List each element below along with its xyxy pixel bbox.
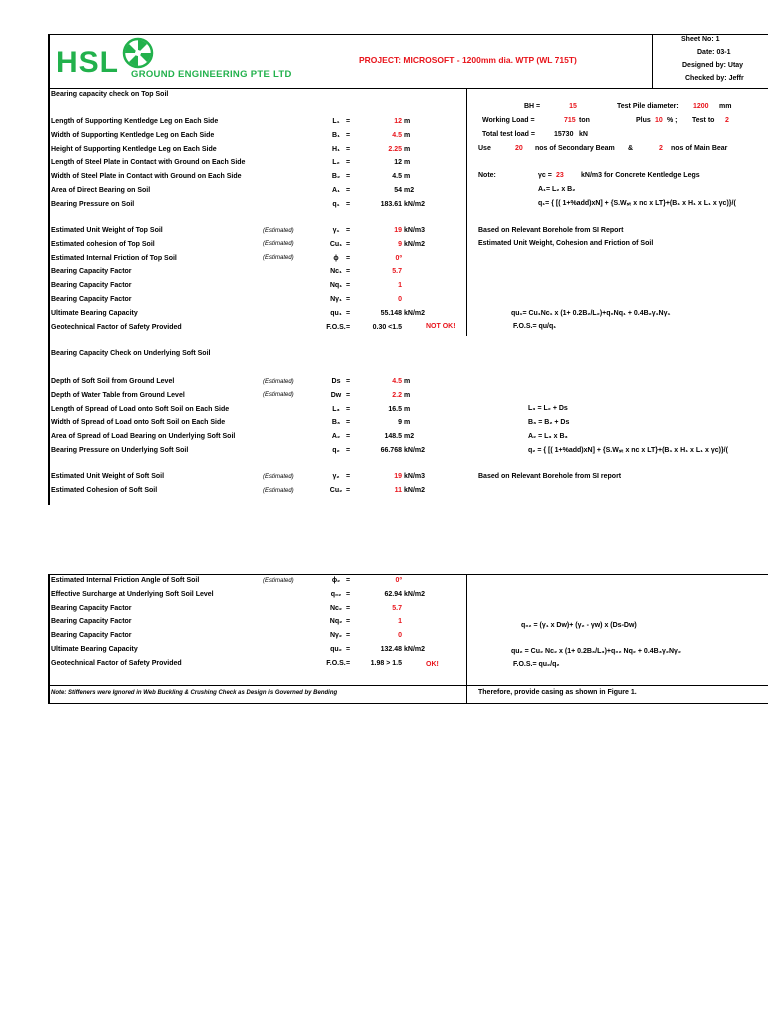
gamma-c-label: γc = bbox=[538, 172, 552, 179]
row-unit: kN/m2 bbox=[404, 447, 426, 454]
qu1-formula: qu₁= Cu₁Nc₁ x (1+ 0.2B₂/L₂)+q₀Nq₁ + 0.4B₂γ₁Nγ₁ bbox=[511, 310, 671, 317]
row-estimated-tag: (Estimated) bbox=[263, 473, 294, 480]
row-label: Depth of Water Table from Ground Level bbox=[51, 391, 185, 399]
underlying-title: Bearing Capacity Check on Underlying Soft Soil bbox=[51, 350, 211, 357]
row-equals: = bbox=[346, 227, 351, 234]
row-symbol: F.O.S. bbox=[326, 659, 346, 667]
row-value: 132.48 bbox=[380, 646, 402, 653]
row-equals: = bbox=[346, 159, 351, 167]
pile-dia-unit: mm bbox=[719, 103, 732, 110]
row-value: 62.94 bbox=[384, 590, 402, 598]
estimated-unit-top: Estimated Unit Weight, Cohesion and Friction of Soil bbox=[478, 240, 654, 247]
row-symbol: q₁ bbox=[332, 200, 340, 208]
row-label: Effective Surcharge at Underlying Soft Soil Level bbox=[51, 590, 214, 598]
row-symbol: qu₁ bbox=[330, 309, 342, 317]
row-label: Width of Steel Plate in Contact with Ground on Each Side bbox=[51, 173, 242, 181]
based-on-top: Based on Relevant Borehole from SI Report bbox=[478, 227, 624, 234]
row-unit: m2 bbox=[404, 187, 415, 194]
row-label: Bearing Capacity Factor bbox=[51, 282, 132, 290]
row-label: Estimated cohesion of Top Soil bbox=[51, 240, 155, 248]
row-label: Bearing Capacity Factor bbox=[51, 632, 132, 640]
row-label: Estimated Unit Weight of Soft Soil bbox=[51, 473, 165, 480]
test-to-value: 2 bbox=[725, 117, 729, 124]
header-bottom-border bbox=[48, 88, 768, 89]
left-border-top bbox=[48, 34, 50, 505]
row-value: 148.5 bbox=[384, 433, 402, 441]
row-unit: kN/m3 bbox=[404, 227, 426, 234]
row-unit: m bbox=[404, 159, 411, 167]
row-value: 1 bbox=[398, 618, 402, 626]
amp: & bbox=[628, 145, 634, 152]
row-value: 12 bbox=[394, 159, 402, 167]
row-label: Ultimate Bearing Capacity bbox=[51, 309, 138, 317]
row-equals: = bbox=[346, 391, 351, 399]
row-label: Geotechnical Factor of Safety Provided bbox=[51, 323, 182, 331]
row-label: Depth of Soft Soil from Ground Level bbox=[51, 378, 175, 385]
total-load-value: 15730 bbox=[554, 131, 574, 138]
row-label: Length of Supporting Kentledge Leg on Each Side bbox=[51, 118, 219, 125]
row-value: 19 bbox=[394, 227, 402, 234]
row-value: 54 bbox=[394, 187, 402, 194]
row-value: 11 bbox=[394, 487, 402, 495]
plus-label: Plus bbox=[636, 117, 651, 124]
working-load-label: Working Load = bbox=[482, 117, 535, 124]
row-label: Height of Supporting Kentledge Leg on Each Side bbox=[51, 145, 217, 153]
fos2-formula: F.O.S.= qu₂/q₂ bbox=[513, 661, 560, 668]
row-label: Estimated Cohesion of Soft Soil bbox=[51, 487, 158, 495]
row-unit: kN/m2 bbox=[404, 309, 426, 317]
row-equals: = bbox=[346, 187, 351, 194]
row-unit: kN/m2 bbox=[404, 646, 426, 653]
row-equals: = bbox=[346, 118, 351, 125]
row-value: 183.61 bbox=[380, 200, 402, 208]
row-value: 5.7 bbox=[392, 268, 402, 276]
row-symbol: B₂ bbox=[331, 173, 341, 181]
row-value: 16.5 bbox=[388, 405, 402, 413]
row-equals: = bbox=[346, 577, 351, 584]
row-equals: = bbox=[346, 473, 351, 480]
bottom-border bbox=[48, 703, 768, 704]
row-equals: = bbox=[346, 282, 351, 290]
row-label: Bearing Capacity Factor bbox=[51, 296, 132, 303]
row-label: Estimated Internal Friction Angle of Soft Soil bbox=[51, 577, 200, 584]
q2-formula: q₂ = { [( 1+%add)xN] + {S.Wₛₜ x nc x LT}+(B₁ x H₁ x L₁ x γc)}/( bbox=[528, 447, 728, 454]
row-equals: = bbox=[346, 173, 351, 181]
q1-formula: q₁= { [( 1+%add)xN] + {S.Wₛₜ x nc x LT}+(B₁ x H₁ x L₁ x γc)}/( bbox=[538, 200, 736, 207]
checked-by: Checked by: Jeffr bbox=[685, 75, 744, 82]
row-equals: = bbox=[346, 590, 351, 598]
test-to-label: Test to bbox=[692, 117, 715, 124]
row-label: Bearing Capacity Factor bbox=[51, 618, 132, 626]
row-unit: m bbox=[404, 405, 411, 413]
row-symbol: Ds bbox=[331, 378, 341, 385]
row-value: 1 bbox=[398, 282, 402, 290]
use-value: 20 bbox=[515, 145, 523, 152]
row-equals: = bbox=[346, 309, 351, 317]
row-symbol: L₃ bbox=[332, 405, 340, 413]
row-value: 9 bbox=[398, 240, 402, 248]
center-divider-top bbox=[466, 88, 467, 336]
plus-unit: % ; bbox=[667, 117, 678, 124]
row-equals: = bbox=[346, 268, 351, 276]
row-value: 5.7 bbox=[392, 604, 402, 612]
row-symbol: γ₂ bbox=[332, 473, 340, 480]
row-equals: = bbox=[346, 405, 351, 413]
row-equals: = bbox=[346, 433, 351, 441]
row-symbol: L₁ bbox=[332, 118, 340, 125]
row-unit: m bbox=[404, 391, 411, 399]
row-equals: = bbox=[346, 200, 351, 208]
logo-subtitle: GROUND ENGINEERING PTE LTD bbox=[131, 69, 292, 80]
fos1-formula: F.O.S.= qu/q₁ bbox=[513, 323, 557, 330]
bh-label: BH = bbox=[524, 103, 541, 110]
row-value: 0.30 <1.5 bbox=[372, 323, 402, 331]
row-equals: = bbox=[346, 131, 351, 139]
row-symbol: Nc₂ bbox=[329, 604, 343, 612]
row-label: Area of Spread of Load Bearing on Underlying Soft Soil bbox=[51, 433, 236, 441]
row-value: 0 bbox=[398, 632, 402, 640]
use-label: Use bbox=[478, 145, 491, 152]
row-symbol: Dw bbox=[330, 391, 342, 399]
top-border-lower bbox=[48, 574, 768, 575]
working-load-value: 715 bbox=[564, 117, 576, 124]
row-symbol: B₁ bbox=[332, 131, 340, 139]
row-value: 4.5 bbox=[392, 378, 402, 385]
row-symbol: ϕ bbox=[333, 254, 339, 262]
row-label: Bearing Pressure on Soil bbox=[51, 200, 135, 208]
row-estimated-tag: (Estimated) bbox=[263, 227, 294, 234]
b3-formula: B₃ = B₂ + Ds bbox=[528, 419, 570, 426]
row-symbol: Cu₁ bbox=[329, 240, 343, 248]
row-symbol: q₀₂ bbox=[330, 590, 342, 598]
row-symbol: q₂ bbox=[332, 447, 340, 454]
top-soil-title: Bearing capacity check on Top Soil bbox=[51, 91, 169, 98]
row-equals: = bbox=[346, 646, 351, 653]
row-symbol: Nγ₂ bbox=[329, 632, 343, 640]
row-symbol: Cu₂ bbox=[329, 487, 343, 495]
row-equals: = bbox=[346, 618, 351, 626]
row-value: 0º bbox=[395, 254, 402, 262]
row-value: 4.5 bbox=[392, 173, 402, 181]
therefore-text: Therefore, provide casing as shown in Figure 1. bbox=[478, 689, 637, 696]
row-symbol: F.O.S. bbox=[326, 323, 346, 331]
row-unit: m bbox=[404, 173, 411, 181]
based-on-underlying: Based on Relevant Borehole from SI report bbox=[478, 473, 622, 480]
row-label: Area of Direct Bearing on Soil bbox=[51, 187, 151, 194]
top-border bbox=[48, 34, 768, 35]
row-estimated-tag: (Estimated) bbox=[263, 241, 294, 248]
row-equals: = bbox=[346, 604, 351, 612]
project-title: PROJECT: MICROSOFT - 1200mm dia. WTP (WL 715T) bbox=[359, 55, 577, 65]
a1-formula: A₁= L₂ x B₂ bbox=[538, 186, 576, 193]
row-unit: kN/m2 bbox=[404, 200, 426, 208]
row-value: 12 bbox=[394, 118, 402, 125]
qu2-formula: qu₂ = Cu₂ Nc₂ x (1+ 0.2B₃/L₃)+q₀₂ Nq₂ + 0.4B₃γ₂Nγ₂ bbox=[511, 648, 682, 655]
row-label: Estimated Unit Weight of Top Soil bbox=[51, 227, 163, 234]
row-value: 2.2 bbox=[392, 391, 402, 399]
q02-formula: q₀₂ = (γ₁ x Dw)+ (γ₂ - γw) x (Ds-Dw) bbox=[521, 622, 637, 629]
fos-status-top: NOT OK! bbox=[426, 323, 456, 330]
fos-status-lower: OK! bbox=[426, 661, 439, 668]
row-symbol: Nq₂ bbox=[329, 618, 343, 626]
gamma-c-value: 23 bbox=[556, 172, 564, 179]
total-load-unit: kN bbox=[579, 131, 588, 138]
row-label: Bearing Capacity Factor bbox=[51, 268, 132, 276]
row-estimated-tag: (Estimated) bbox=[263, 392, 294, 399]
row-equals: = bbox=[346, 323, 351, 331]
main-beam-value: 2 bbox=[659, 145, 663, 152]
row-unit: m bbox=[404, 145, 411, 153]
row-equals: = bbox=[346, 378, 351, 385]
row-equals: = bbox=[346, 487, 351, 495]
row-estimated-tag: (Estimated) bbox=[263, 378, 294, 385]
row-symbol: Nc₁ bbox=[330, 268, 342, 276]
row-equals: = bbox=[346, 240, 351, 248]
row-label: Geotechnical Factor of Safety Provided bbox=[51, 659, 182, 667]
row-label: Ultimate Bearing Capacity bbox=[51, 646, 138, 653]
row-symbol: H₁ bbox=[332, 145, 340, 153]
plus-value: 10 bbox=[655, 117, 663, 124]
l3-formula: L₃ = L₂ + Ds bbox=[528, 405, 568, 412]
working-load-unit: ton bbox=[579, 117, 590, 124]
date: Date: 03-1 bbox=[697, 49, 731, 56]
row-equals: = bbox=[346, 145, 351, 153]
row-unit: m bbox=[404, 419, 411, 427]
row-equals: = bbox=[346, 447, 351, 454]
gamma-c-text: kN/m3 for Concrete Kentledge Legs bbox=[581, 172, 700, 179]
note-divider bbox=[48, 685, 768, 686]
row-equals: = bbox=[346, 419, 351, 427]
row-value: 1.98 > 1.5 bbox=[370, 659, 402, 667]
row-unit: m2 bbox=[404, 433, 415, 441]
row-equals: = bbox=[346, 254, 351, 262]
row-value: 0 bbox=[398, 296, 402, 303]
row-value: 55.148 bbox=[380, 309, 402, 317]
row-symbol: A₁ bbox=[332, 187, 340, 194]
row-label: Bearing Capacity Factor bbox=[51, 604, 132, 612]
logo-text: HSL bbox=[56, 46, 119, 79]
sheet-no: Sheet No: 1 bbox=[681, 36, 720, 43]
row-label: Length of Spread of Load onto Soft Soil on Each Side bbox=[51, 405, 230, 413]
row-label: Width of Supporting Kentledge Leg on Each Side bbox=[51, 131, 215, 139]
note-label: Note: bbox=[478, 172, 496, 179]
row-symbol: A₂ bbox=[331, 433, 341, 441]
row-estimated-tag: (Estimated) bbox=[263, 487, 294, 494]
pile-dia-label: Test Pile diameter: bbox=[617, 103, 679, 110]
row-equals: = bbox=[346, 632, 351, 640]
row-value: 19 bbox=[394, 473, 402, 480]
row-symbol: ϕ₂ bbox=[331, 577, 341, 584]
row-unit: m bbox=[404, 118, 411, 125]
header-divider-right bbox=[652, 34, 653, 88]
row-label: Length of Steel Plate in Contact with Ground on Each Side bbox=[51, 159, 246, 167]
row-symbol: Nγ₁ bbox=[330, 296, 342, 303]
a2-formula: A₂ = L₃ x B₃ bbox=[528, 433, 568, 440]
bh-value: 15 bbox=[569, 103, 577, 110]
stiffener-note: Note: Stiffeners were Ignored in Web Buckling & Crushing Check as Design is Governed by Bending bbox=[51, 690, 338, 696]
row-symbol: qu₂ bbox=[330, 646, 342, 653]
row-value: 0º bbox=[395, 577, 402, 584]
row-equals: = bbox=[346, 659, 351, 667]
row-label: Estimated Internal Friction of Top Soil bbox=[51, 254, 177, 262]
row-value: 9 bbox=[398, 419, 402, 427]
use-text: nos of Secondary Beam bbox=[535, 145, 615, 152]
total-load-label: Total test load = bbox=[482, 131, 535, 138]
row-symbol: γ₁ bbox=[332, 227, 340, 234]
row-value: 2.25 bbox=[388, 145, 402, 153]
row-equals: = bbox=[346, 296, 351, 303]
row-unit: kN/m2 bbox=[404, 487, 426, 495]
designed-by: Designed by: Utay bbox=[682, 62, 744, 69]
row-unit: m bbox=[404, 131, 411, 139]
row-unit: kN/m2 bbox=[404, 590, 426, 598]
pile-dia-value: 1200 bbox=[693, 103, 709, 110]
row-label: Width of Spread of Load onto Soft Soil on Each Side bbox=[51, 419, 226, 427]
row-symbol: B₃ bbox=[331, 419, 341, 427]
row-estimated-tag: (Estimated) bbox=[263, 577, 294, 584]
main-beam-text: nos of Main Bear bbox=[671, 145, 728, 152]
row-value: 4.5 bbox=[392, 131, 402, 139]
row-label: Bearing Pressure on Underlying Soft Soil bbox=[51, 447, 189, 454]
row-unit: kN/m2 bbox=[404, 240, 426, 248]
row-estimated-tag: (Estimated) bbox=[263, 255, 294, 262]
row-symbol: Nq₁ bbox=[329, 282, 343, 290]
row-value: 66.768 bbox=[380, 447, 402, 454]
row-symbol: L₂ bbox=[332, 159, 340, 167]
logo-wheel-icon bbox=[122, 37, 154, 69]
row-unit: kN/m3 bbox=[404, 473, 426, 480]
row-unit: m bbox=[404, 378, 411, 385]
